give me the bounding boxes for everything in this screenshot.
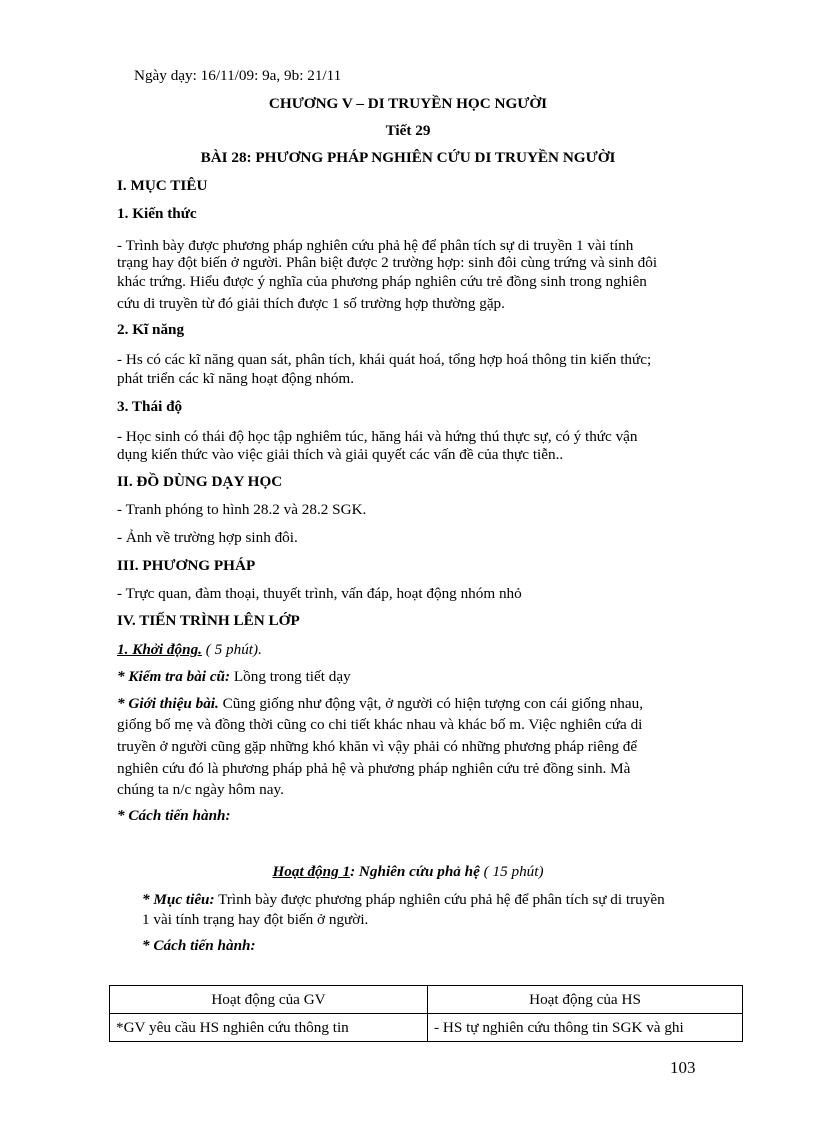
activity1-goal-line2: 1 vài tính trạng hay đột biến ở người. bbox=[142, 911, 369, 928]
review-line bbox=[117, 667, 351, 687]
activity1-title-rest: : Nghiên cứu phả hệ bbox=[350, 863, 480, 880]
methods-item: - Trực quan, đàm thoại, thuyết trình, vấn đáp, hoạt động nhóm nhỏ bbox=[117, 585, 522, 602]
section-objectives: I. MỤC TIÊU bbox=[117, 177, 208, 194]
subsection-knowledge: 1. Kiến thức bbox=[117, 205, 197, 222]
teaching-date: Ngày dạy: 16/11/09: 9a, 9b: 21/11 bbox=[134, 67, 342, 84]
lesson-title: BÀI 28: PHƯƠNG PHÁP NGHIÊN CỨU DI TRUYỀN NGƯỜI bbox=[200, 149, 616, 166]
intro-line: nghiên cứu đó là phương pháp phả hệ và phương pháp nghiên cứu trẻ đồng sinh. Mà bbox=[117, 760, 631, 777]
goal-label: * Mục tiêu: bbox=[142, 891, 215, 908]
section-methods: III. PHƯƠNG PHÁP bbox=[117, 557, 256, 574]
attitude-line: dụng kiến thức vào việc giải thích và giải quyết các vấn đề của thực tiễn.. bbox=[117, 446, 564, 463]
intro-line: chúng ta n/c ngày hôm nay. bbox=[117, 781, 284, 798]
activity1-procedure-label: * Cách tiến hành: bbox=[142, 937, 256, 954]
warmup-title: 1. Khởi động. bbox=[117, 641, 202, 658]
goal-text: Trình bày được phương pháp nghiên cứu phả hệ để phân tích sự di truyền bbox=[214, 891, 665, 908]
warmup-heading bbox=[117, 640, 262, 660]
section-materials: II. ĐỒ DÙNG DẠY HỌC bbox=[117, 473, 283, 490]
intro-line: giống bố mẹ và đồng thời cũng co chi tiết khác nhau và khác bố m. Việc nghiên cứa di bbox=[117, 716, 643, 733]
review-label: * Kiểm tra bài cũ: bbox=[117, 668, 231, 685]
knowledge-line: trạng hay đột biến ở người. Phân biệt được 2 trường hợp: sinh đôi cùng trứng và sinh đôi bbox=[117, 254, 658, 271]
knowledge-line: - Trình bày được phương pháp nghiên cứu phả hệ để phân tích sự di truyền 1 vài tính bbox=[117, 237, 634, 254]
intro-label: * Giới thiệu bài. bbox=[117, 695, 219, 712]
period-label: Tiết 29 bbox=[385, 122, 431, 139]
intro-line: truyền ở người cũng gặp những khó khăn vì vậy phải có những phương pháp riêng để bbox=[117, 738, 638, 755]
attitude-line: - Học sinh có thái độ học tập nghiêm túc, hăng hái và hứng thú thực sự, có ý thức vận bbox=[117, 428, 638, 445]
table-cell-teacher: *GV yêu cầu HS nghiên cứu thông tin bbox=[110, 1014, 428, 1042]
table-cell-student: - HS tự nghiên cứu thông tin SGK và ghi bbox=[428, 1014, 743, 1042]
knowledge-line: khác trứng. Hiểu được ý nghĩa của phương pháp nghiên cứu trẻ đồng sinh trong nghiên bbox=[117, 273, 647, 290]
knowledge-line: cứu di truyền từ đó giải thích được 1 số trường hợp thường gặp. bbox=[117, 295, 505, 312]
activity1-title bbox=[0, 862, 816, 882]
table-header-row bbox=[110, 986, 743, 1014]
review-text: Lồng trong tiết dạy bbox=[230, 668, 351, 685]
activity1-time: ( 15 phút) bbox=[479, 863, 544, 880]
intro-text: Cũng giống như động vật, ở người có hiện tượng con cái giống nhau, bbox=[218, 695, 644, 712]
warmup-time: ( 5 phút). bbox=[201, 641, 262, 658]
section-procedure: IV. TIẾN TRÌNH LÊN LỚP bbox=[117, 612, 300, 629]
activity1-goal bbox=[142, 890, 665, 910]
page-number: 103 bbox=[670, 1058, 696, 1077]
activity-table bbox=[109, 985, 743, 1042]
chapter-title: CHƯƠNG V – DI TRUYỀN HỌC NGƯỜI bbox=[268, 95, 548, 112]
subsection-attitude: 3. Thái độ bbox=[117, 398, 183, 415]
table-row bbox=[110, 1014, 743, 1042]
activity1-title-underlined: Hoạt động 1 bbox=[272, 863, 351, 880]
subsection-skills: 2. Kĩ năng bbox=[117, 321, 185, 338]
skills-line: - Hs có các kĩ năng quan sát, phân tích, khái quát hoá, tổng hợp hoá thông tin kiến thức; bbox=[117, 351, 652, 368]
skills-line: phát triển các kĩ năng hoạt động nhóm. bbox=[117, 370, 355, 387]
intro-line bbox=[117, 694, 643, 714]
materials-item: - Tranh phóng to hình 28.2 và 28.2 SGK. bbox=[117, 501, 367, 518]
table-header-student: Hoạt động của HS bbox=[428, 986, 743, 1014]
materials-item: - Ảnh về trường hợp sinh đôi. bbox=[117, 529, 298, 546]
procedure-label: * Cách tiến hành: bbox=[117, 807, 231, 824]
table-header-teacher: Hoạt động của GV bbox=[110, 986, 428, 1014]
